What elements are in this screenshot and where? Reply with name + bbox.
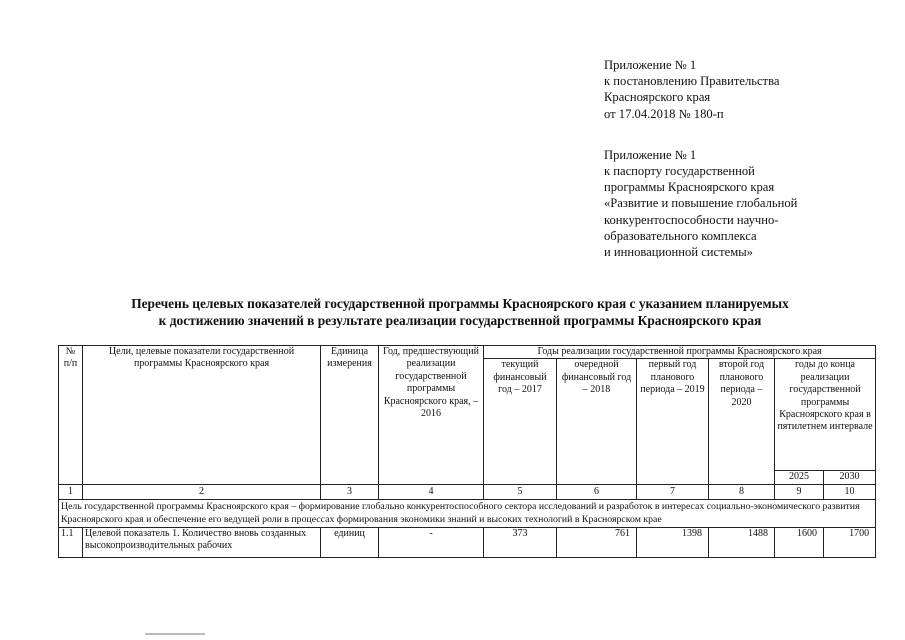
- appendix-line: к постановлению Правительства: [604, 74, 780, 89]
- title-line-2: к достижению значений в результате реализации государственной программы Красноярского края: [158, 313, 762, 328]
- column-number: 4: [379, 484, 484, 499]
- column-number: 2: [83, 484, 321, 499]
- title-line-1: Перечень целевых показателей государственной программы Красноярского края с указанием планируемых: [131, 296, 789, 311]
- header-2025: 2025: [775, 471, 824, 484]
- column-number: 9: [775, 484, 824, 499]
- appendix-line: «Развитие и повышение глобальной: [604, 196, 798, 211]
- appendix-line: Приложение № 1: [604, 58, 697, 72]
- appendix-line: Приложение № 1: [604, 147, 697, 162]
- appendix-line: Красноярского края: [604, 90, 711, 105]
- column-number: 1: [59, 484, 83, 499]
- row-unit: единиц: [321, 528, 379, 558]
- row-value-2020: 1488: [709, 528, 775, 558]
- header-to-end: годы до конца реализации государственной программы Красноярского края в пятилетнем интервале: [775, 359, 876, 471]
- row-value-2018: 761: [557, 528, 637, 558]
- column-number: 3: [321, 484, 379, 499]
- column-number: 7: [637, 484, 709, 499]
- header-unit: Единица измерения: [321, 346, 379, 485]
- appendix-line: программы Красноярского края: [604, 180, 775, 195]
- header-plan-year-2: второй год планового периода – 2020: [709, 359, 775, 484]
- row-value-2019: 1398: [637, 528, 709, 558]
- header-num: № п/п: [59, 346, 83, 485]
- row-prev-value: -: [379, 528, 484, 558]
- appendix-line: образовательного комплекса: [604, 228, 757, 243]
- row-indicator-name: Целевой показатель 1. Количество вновь созданных высокопроизводительных рабочих: [83, 528, 321, 558]
- appendix-government-block: [604, 57, 894, 260]
- indicators-table: [58, 345, 876, 558]
- header-2030: 2030: [824, 471, 876, 484]
- program-goal-row: Цель государственной программы Красноярского края – формирование глобально конкурентоспособного сектора исследований и разработок в интересах социально-экономического развития Красноярского края и обеспечение его ведущей роли в процессах формирования экономики знаний и высоких технологий в Красноярском крае: [59, 500, 876, 528]
- column-number: 6: [557, 484, 637, 499]
- header-prev-year: Год, предшествующий реализации государственной программы Красноярского края, – 2016: [379, 346, 484, 485]
- appendix-line: к паспорту государственной: [604, 164, 755, 179]
- appendix-line: конкурентоспособности научно-: [604, 212, 779, 227]
- header-plan-year-1: первый год планового периода – 2019: [637, 359, 709, 484]
- header-goals: Цели, целевые показатели государственной программы Красноярского края: [83, 346, 321, 485]
- scan-artifact: [145, 633, 205, 635]
- header-years-group: Годы реализации государственной программы Красноярского края: [484, 346, 876, 359]
- appendix-line: и инновационной системы»: [604, 245, 753, 260]
- table-row: [59, 528, 876, 558]
- row-value-2025: 1600: [775, 528, 824, 558]
- row-value-2030: 1700: [824, 528, 876, 558]
- column-number: 5: [484, 484, 557, 499]
- header-next-year: очередной финансовый год – 2018: [557, 359, 637, 484]
- column-number: 8: [709, 484, 775, 499]
- row-value-2017: 373: [484, 528, 557, 558]
- document-title: [60, 295, 860, 329]
- appendix-line: от 17.04.2018 № 180-п: [604, 106, 724, 121]
- spacer: [604, 122, 894, 147]
- row-num: 1.1: [59, 528, 83, 558]
- header-current-year: текущий финансовый год – 2017: [484, 359, 557, 484]
- column-number: 10: [824, 484, 876, 499]
